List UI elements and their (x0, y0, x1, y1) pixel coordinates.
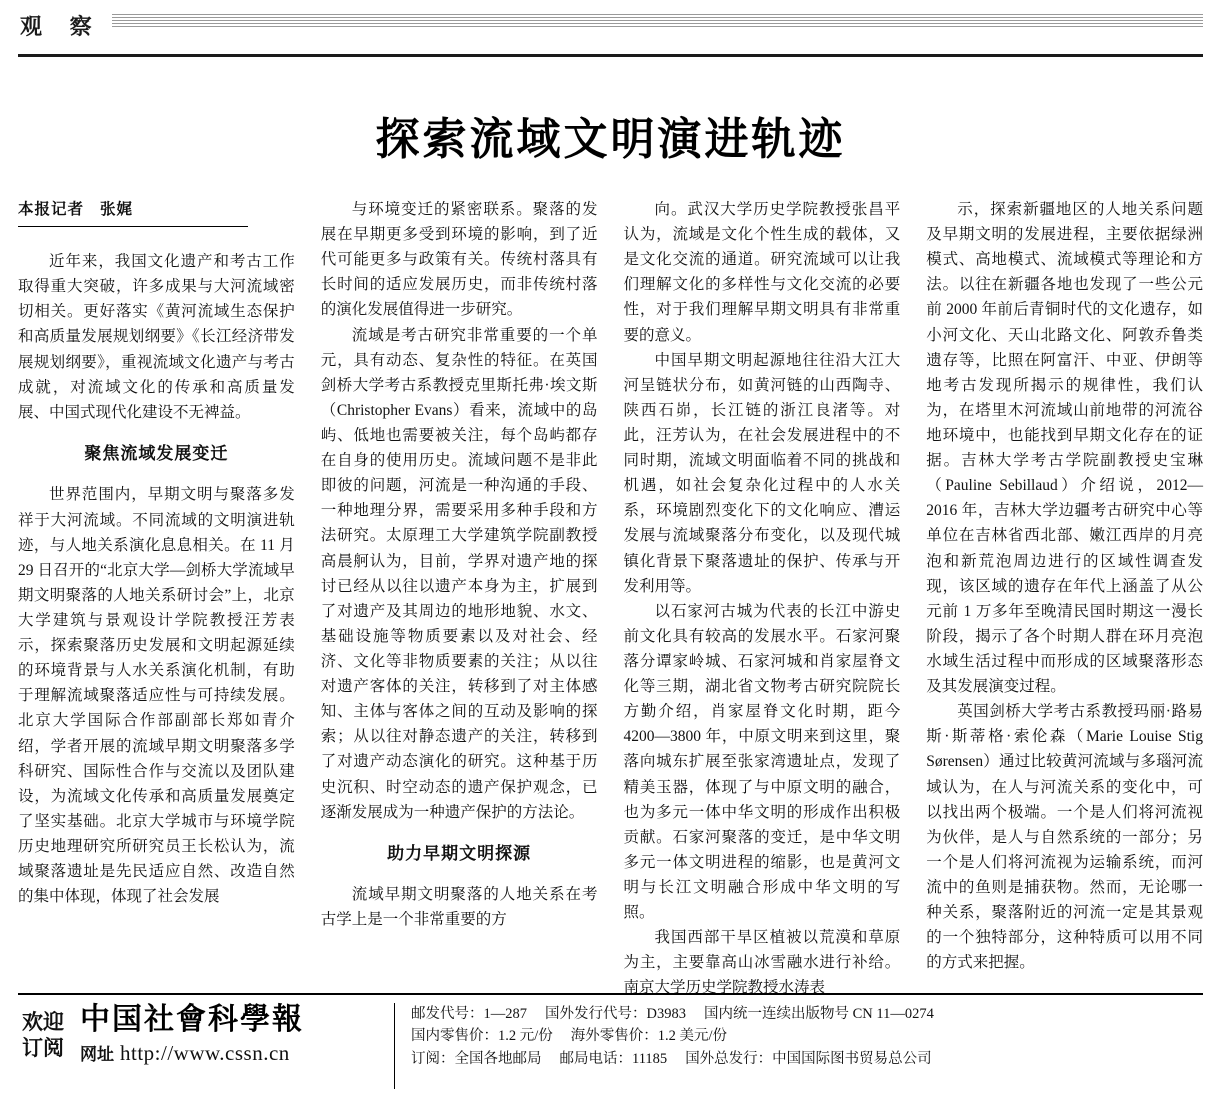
info-row (411, 1048, 1203, 1070)
masthead-underline (18, 54, 1203, 57)
masthead-rule (112, 14, 1203, 28)
section-label: 观 察 (20, 15, 102, 40)
info-cell: 国外发行代号：D3983 (545, 1006, 686, 1022)
byline-source: 本报记者 (18, 201, 85, 218)
welcome-line-2: 订阅 (22, 1036, 64, 1061)
welcome-label (18, 1003, 74, 1089)
paragraph: 我国西部干旱区植被以荒漠和草原为主，主要靠高山冰雪融水进行补给。南京大学历史学院教授水涛表 (623, 929, 901, 997)
website-url[interactable]: http://www.cssn.cn (120, 1040, 290, 1065)
paragraph: 中国早期文明起源地往往沿大江大河呈链状分布，如黄河链的山西陶寺、陕西石峁，长江链的浙江良渚等。对此，汪芳认为，在社会发展进程中的不同时期，流域文明面临着不同的挑战和机遇，如社会复杂化过程中的人水关系，环境剧烈变化下的文化响应、漕运发展与流域聚落分布变化，以及现代城镇化背景下聚落遗址的保护、传承与开发利用等。 (623, 351, 901, 595)
column-3 (623, 197, 901, 997)
paragraph: 世界范围内，早期文明与聚落多发祥于大河流域。不同流域的文明演进轨迹，与人地关系演化息息相关。在 11 月 29 日召开的“北京大学—剑桥大学流域早期文明聚落的人地关系研讨会”上，北京大学建筑与景观设计学院教授汪芳表示，探索聚落历史发展和文明起源延续的环境背景与人水关系演化机制，有助于理解流域聚落适应性与可持续发展。北京大学国际合作部副部长郑如青介绍，学者开展的流域早期文明聚落多学科研究、国际性合作与交流以及团队建设，为流域文化传承和高质量发展奠定了坚实基础。北京大学城市与环境学院历史地理研究所研究员王长松认为，流域聚落遗址是先民适应自然、改造自然的集中体现，体现了社会发展 (18, 486, 295, 906)
brand-block (74, 1003, 395, 1089)
info-cell: 国内统一连续出版物号 CN 11—0274 (703, 1006, 934, 1022)
article-columns (18, 197, 1203, 997)
welcome-line-1: 欢迎 (22, 1010, 64, 1034)
subhead-two: 助力早期文明探源 (387, 843, 532, 864)
info-cell: 订阅：全国各地邮局 (411, 1050, 542, 1067)
paragraph: 与环境变迁的紧密联系。聚落的发展在早期更多受到环境的影响，到了近代可能更多与政策有关。传统村落具有长时间的适应发展历史，而非传统村落的演化发展值得进一步研究。 (320, 201, 598, 319)
newspaper-page (0, 8, 1221, 1095)
info-cell: 海外零售价：1.2 美元/份 (570, 1028, 728, 1045)
paragraph: 流域是考古研究非常重要的一个单元，具有动态、复杂性的特征。在英国剑桥大学考古系教授克里斯托弗·埃文斯（Christopher Evans）看来，流域中的岛屿、低地也需要被关注，每个岛屿都存在自身的使用历史。流域问题不是非此即彼的问题，河流是一种沟通的手段、一种地理分界，需要采用多种手段和方法研究。太原理工大学建筑学院副教授高晨舸认为，目前，学界对遗产地的探讨已经从以往以遗产本身为主，扩展到了对遗产及其周边的地形地貌、水文、基础设施等物质要素以及对社会、经济、文化等非物质要素的关注；从以往对遗产客体的关注，转移到了对主体感知、主体与客体之间的互动及影响的探索；从以往对静态遗产的关注，转移到了对遗产动态演化的研究。这种基于历史沉积、时空动态的遗产保护观念，已逐渐发展成为一种遗产保护的方法论。 (320, 326, 598, 821)
subscription-info (395, 1003, 1203, 1089)
page-title: 探索流域文明演进轨迹 (375, 114, 846, 165)
website-row (80, 1040, 380, 1066)
masthead (18, 8, 1203, 52)
info-cell: 国外总发行：中国国际图书贸易总公司 (685, 1050, 932, 1067)
paragraph: 示，探索新疆地区的人地关系问题及早期文明的发展进程，主要依据绿洲模式、高地模式、流域模式等理论和方法。以往在新疆各地也发现了一些公元前 2000 年前后青铜时代的文化遗存，如小河文化、天山北路文化、阿敦乔鲁类遗存等，比照在阿富汗、中亚、伊朗等地考古发现所揭示的规律性，我们认为，在塔里木河流域山前地带的河流谷地环境中，也能找到早期文化存在的证据。吉林大学考古学院副教授史宝琳（Pauline Sebillaud）介绍说，2012—2016 年，吉林大学边疆考古研究中心等单位在吉林省西北部、嫩江西岸的月亮泡和新荒泡周边进行的区域性调查发现，该区域的遗存在年代上涵盖了从公元前 1 万多年至晚清民国时期这一漫长阶段，揭示了各个时期人群在环月亮泡水域生活过程中而形成的区域聚落形态及其发展演变过程。 (926, 201, 1203, 696)
column-4 (926, 197, 1203, 987)
paragraph: 向。武汉大学历史学院教授张昌平认为，流域是文化个性生成的载体，又是文化交流的通道。研究流域可以让我们理解文化的多样性与文化交流的必要性，对于我们理解早期文明具有非常重要的意义。 (623, 201, 901, 344)
byline-author: 张娓 (100, 201, 134, 218)
info-cell: 邮局电话：11185 (559, 1050, 668, 1067)
info-cell: 国内零售价：1.2 元/份 (411, 1028, 553, 1045)
paragraph: 近年来，我国文化遗产和考古工作取得重大突破，许多成果与大河流域密切相关。更好落实《黄河流域生态保护和高质量发展规划纲要》《长江经济带发展规划纲要》，重视流域文化遗产与考古成就，对流域文化的传承和高质量发展、中国式现代化建设不无裨益。 (18, 253, 295, 421)
column-1 (18, 197, 295, 987)
paragraph: 英国剑桥大学考古系教授玛丽·路易斯·斯蒂格·索伦森（Marie Louise Stig Sørensen）通过比较黄河流域与多瑙河流域认为，在人与河流关系的变化中，可以找出两个极端。一个是人们将河流视为伙伴，是人与自然系统的一部分；另一个是人们将河流视为运输系统，而河流中的鱼则是捕获物。然而，无论哪一种关系，聚落附近的河流一定是其景观的一个独特部分，这种特质可以用不同的方式来把握。 (926, 703, 1203, 972)
website-label: 网址 (80, 1044, 114, 1065)
subhead-one: 聚焦流域发展变迁 (84, 443, 229, 464)
paragraph: 以石家河古城为代表的长江中游史前文化具有较高的发展水平。石家河聚落分谭家岭城、石家河城和肖家屋脊文化等三期，湖北省文物考古研究院院长方勤介绍，肖家屋脊文化时期，距今 4200—3800 年，中原文明来到这里，聚落向城东扩展至张家湾遗址点，发现了精美玉器，体现了与中原文明的融合，也为多元一体中华文明的形成作出积极贡献。石家河聚落的变迁，是中华文明多元一体文明进程的缩影，也是黄河文明与长江文明融合形成中华文明的写照。 (623, 602, 901, 922)
info-row (411, 1003, 1203, 1025)
info-row (411, 1025, 1203, 1047)
brand-name: 中国社會科學報 (80, 1002, 304, 1037)
subscription-footer (18, 993, 1203, 1089)
info-cell: 邮发代号：1—287 (411, 1006, 527, 1022)
paragraph: 流域早期文明聚落的人地关系在考古学上是一个非常重要的方 (320, 886, 598, 929)
byline (18, 197, 248, 227)
column-2 (321, 197, 598, 987)
